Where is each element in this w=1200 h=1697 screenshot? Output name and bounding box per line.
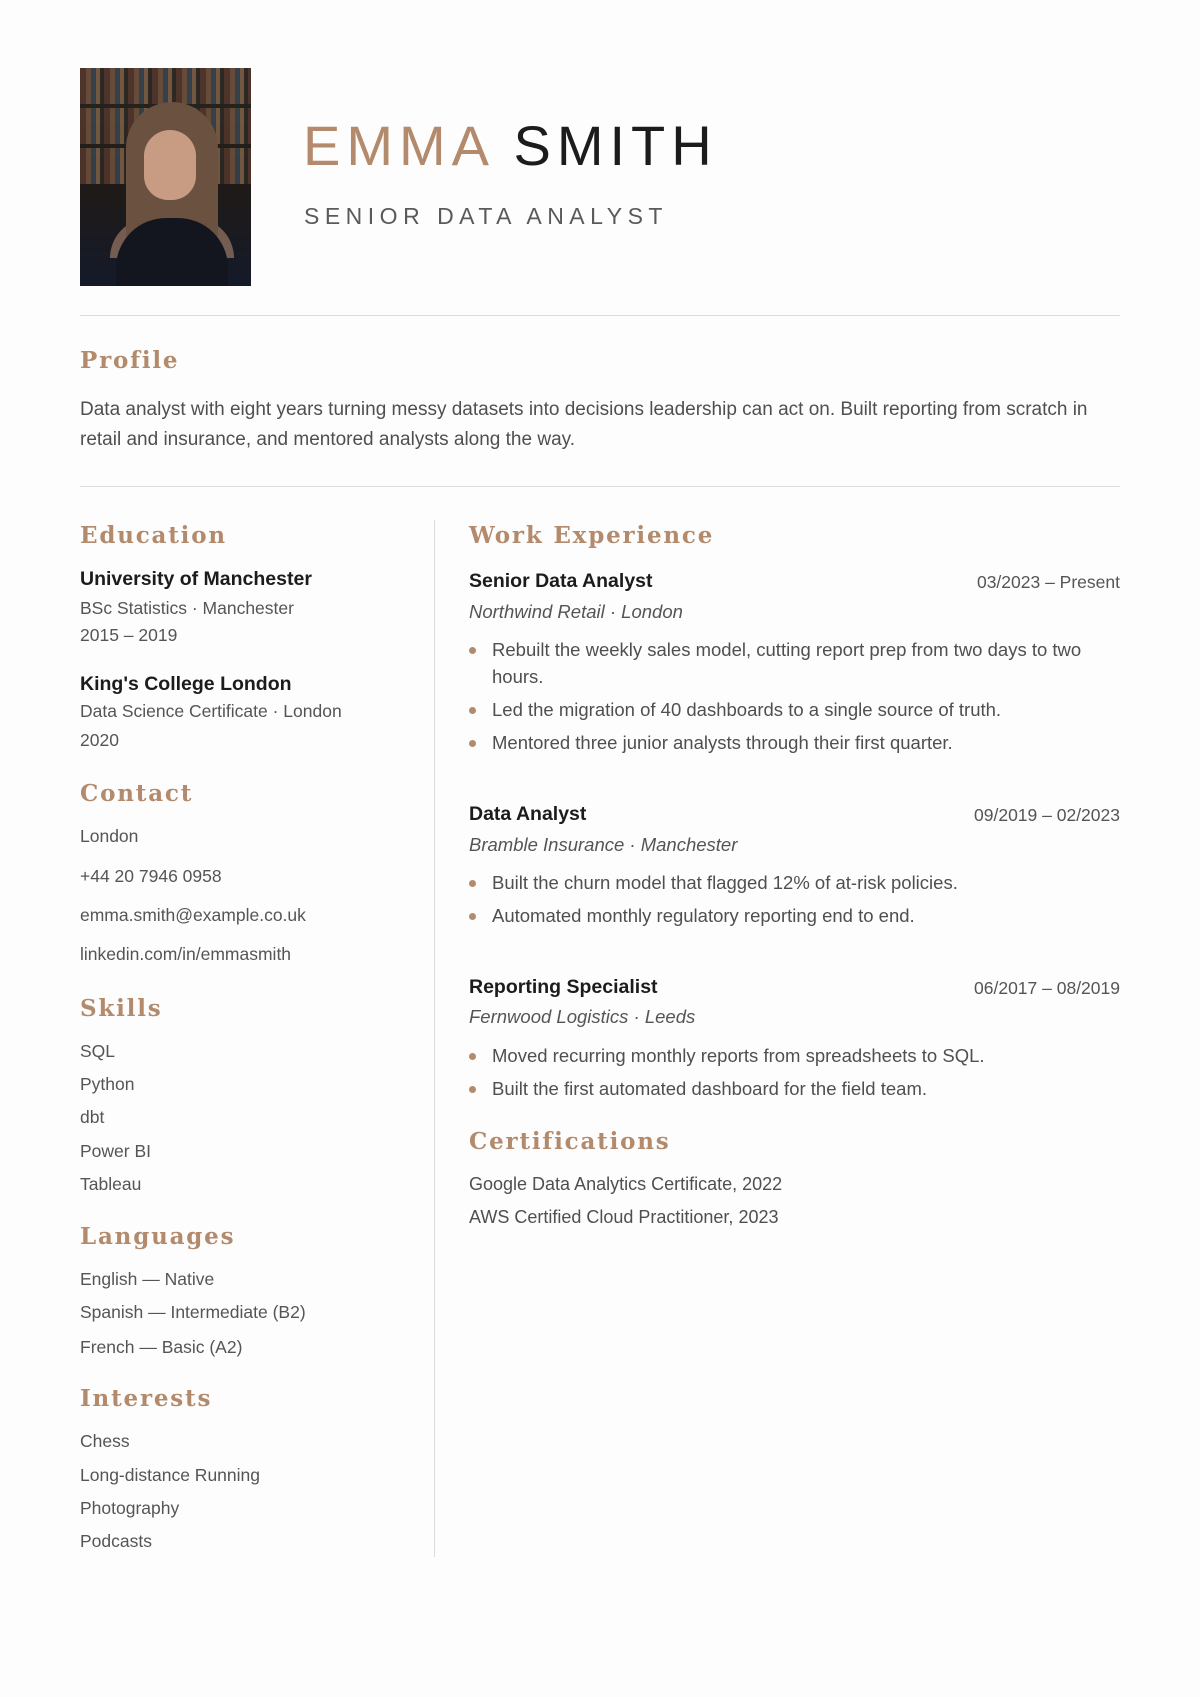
interests-heading: Interests — [80, 1385, 213, 1412]
candidate-name — [303, 114, 718, 177]
divider — [80, 486, 1120, 487]
contact-phone[interactable]: +44 20 7946 0958 — [80, 866, 222, 886]
job-bullet: Mentored three junior analysts through their first quarter. — [469, 729, 1120, 756]
education-years: 2015 – 2019 — [80, 625, 178, 645]
job-bullet: Built the first automated dashboard for the field team. — [469, 1075, 1120, 1102]
job-dates: 09/2019 – 02/2023 — [974, 805, 1120, 825]
language-item: Spanish — Intermediate (B2) — [80, 1302, 306, 1322]
skill-item: SQL — [80, 1041, 116, 1061]
column-divider — [434, 520, 435, 1557]
experience-heading: Work Experience — [469, 522, 715, 549]
job-company: Bramble Insurance · Manchester — [469, 834, 738, 855]
job-company: Northwind Retail · London — [469, 601, 683, 622]
education-detail: Data Science Certificate · London — [80, 701, 342, 721]
certifications-heading: Certifications — [469, 1128, 671, 1155]
skills-heading: Skills — [80, 995, 163, 1022]
last-name: SMITH — [513, 114, 718, 177]
job-bullet: Rebuilt the weekly sales model, cutting report prep from two days to two hours. — [469, 636, 1120, 690]
job-dates: 03/2023 – Present — [976, 572, 1120, 592]
profile-text: Data analyst with eight years turning messy datasets into decisions leadership can act on. Built reporting from scratch in retail and insurance, and mentored analysts along the way. — [80, 399, 1088, 450]
job-bullet: Built the churn model that flagged 12% of at-risk policies. — [469, 869, 1120, 896]
job-bullet: Automated monthly regulatory reporting end to end. — [469, 902, 1120, 929]
job-dates: 06/2017 – 08/2019 — [974, 978, 1120, 998]
certification-item: AWS Certified Cloud Practitioner, 2023 — [469, 1207, 779, 1227]
job-bullets — [469, 869, 1120, 935]
profile-photo — [80, 68, 251, 286]
education-years: 2020 — [80, 730, 119, 750]
profile-heading: Profile — [80, 347, 180, 374]
job-bullet: Led the migration of 40 dashboards to a single source of truth. — [469, 696, 1120, 723]
skill-item: dbt — [80, 1107, 105, 1127]
job-title: Reporting Specialist — [469, 976, 658, 998]
education-heading: Education — [80, 522, 227, 549]
job-title-header: SENIOR DATA ANALYST — [304, 203, 668, 229]
skill-item: Tableau — [80, 1174, 142, 1194]
job-title: Data Analyst — [469, 803, 587, 825]
contact-heading: Contact — [80, 780, 194, 807]
certification-item: Google Data Analytics Certificate, 2022 — [469, 1174, 783, 1194]
skill-item: Python — [80, 1074, 135, 1094]
contact-email[interactable]: emma.smith@example.co.uk — [80, 905, 306, 925]
job-title: Senior Data Analyst — [469, 570, 653, 592]
divider — [80, 315, 1120, 316]
interest-item: Photography — [80, 1498, 180, 1518]
job-company: Fernwood Logistics · Leeds — [469, 1006, 696, 1027]
job-bullet: Moved recurring monthly reports from spreadsheets to SQL. — [469, 1042, 1120, 1069]
contact-linkedin[interactable]: linkedin.com/in/emmasmith — [80, 944, 292, 964]
first-name: EMMA — [303, 114, 492, 177]
contact-location: London — [80, 826, 139, 846]
language-item: English — Native — [80, 1269, 215, 1289]
interest-item: Podcasts — [80, 1531, 152, 1551]
language-item: French — Basic (A2) — [80, 1337, 243, 1357]
interest-item: Chess — [80, 1431, 130, 1451]
education-school: University of Manchester — [80, 568, 312, 590]
job-bullets — [469, 1042, 1120, 1108]
interest-item: Long-distance Running — [80, 1465, 260, 1485]
languages-heading: Languages — [80, 1223, 236, 1250]
job-bullets — [469, 636, 1120, 762]
skill-item: Power BI — [80, 1141, 151, 1161]
education-school: King's College London — [80, 673, 292, 695]
education-detail: BSc Statistics · Manchester — [80, 598, 294, 618]
